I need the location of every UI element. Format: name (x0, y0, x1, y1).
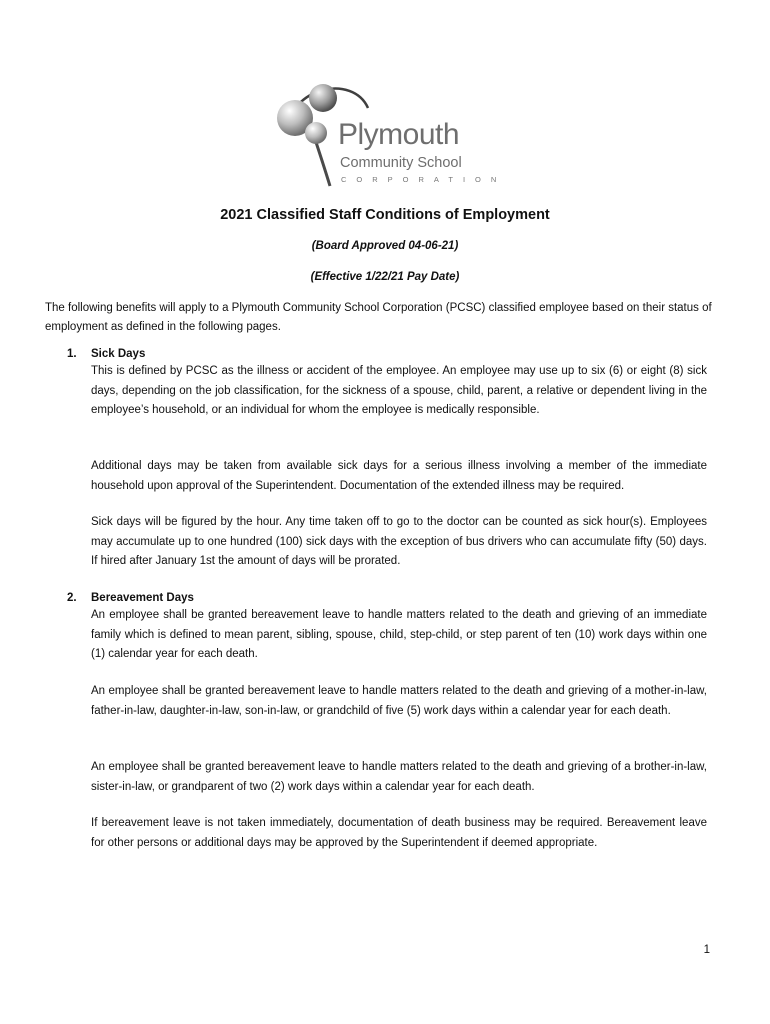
section-1-paragraph-1: This is defined by PCSC as the illness or accident of the employee. An employee may use up to six (6) or eight (8) sick days, depending on the job classification, for the sickness of a spouse, child, parent, a relative or dependent living in the employee’s household, or an individual for whom the employee is medically responsible. (91, 365, 707, 416)
section-2-heading: Bereavement Days (91, 592, 194, 604)
section-1-paragraph-3: Sick days will be figured by the hour. Any time taken off to go to the doctor can be counted as sick hour(s). Employees may accumulate up to one hundred (100) sick days with the exception of bus drivers who can accumulate fifty (50) days. If hired after January 1st the amount of days will be prorated. (91, 516, 707, 567)
intro-paragraph: The following benefits will apply to a Plymouth Community School Corporation (PCSC) classified employee based on their status of employment as defined in the following pages. (45, 302, 712, 333)
plymouth-logo (268, 78, 507, 188)
page-number: 1 (703, 944, 710, 956)
section-2-paragraph-1: An employee shall be granted bereavement leave to handle matters related to the death and grieving of an immediate family which is defined to mean parent, sibling, spouse, child, step-child, or step parent of ten (10) work days within one (1) calendar year for each death. (91, 609, 707, 660)
logo-corporation: CORPORATION (341, 175, 507, 184)
logo-subtitle: Community School (340, 155, 462, 171)
board-approved-line: (Board Approved 04-06-21) (311, 240, 459, 252)
document-title: 2021 Classified Staff Conditions of Employment (220, 207, 550, 223)
effective-date-line: (Effective 1/22/21 Pay Date) (310, 271, 460, 283)
section-1-heading: Sick Days (91, 348, 146, 360)
section-2-number: 2. (67, 592, 77, 604)
logo-name: Plymouth (338, 118, 460, 151)
section-1-number: 1. (67, 348, 77, 360)
section-1-paragraph-2: Additional days may be taken from available sick days for a serious illness involving a member of the immediate household upon approval of the Superintendent. Documentation of the extended illness may be required. (91, 460, 707, 492)
section-2-paragraph-2: An employee shall be granted bereavement leave to handle matters related to the death and grieving of a mother-in-law, father-in-law, daughter-in-law, son-in-law, or grandchild of five (5) work days within a calendar year for each death. (91, 685, 707, 717)
section-2-paragraph-3: An employee shall be granted bereavement leave to handle matters related to the death and grieving of a brother-in-law, sister-in-law, or grandparent of two (2) work days within a calendar year for each death. (91, 761, 707, 793)
section-2-paragraph-4: If bereavement leave is not taken immediately, documentation of death business may be required. Bereavement leave for other persons or additional days may be approved by the Superintendent if deemed appropriate. (91, 817, 707, 849)
